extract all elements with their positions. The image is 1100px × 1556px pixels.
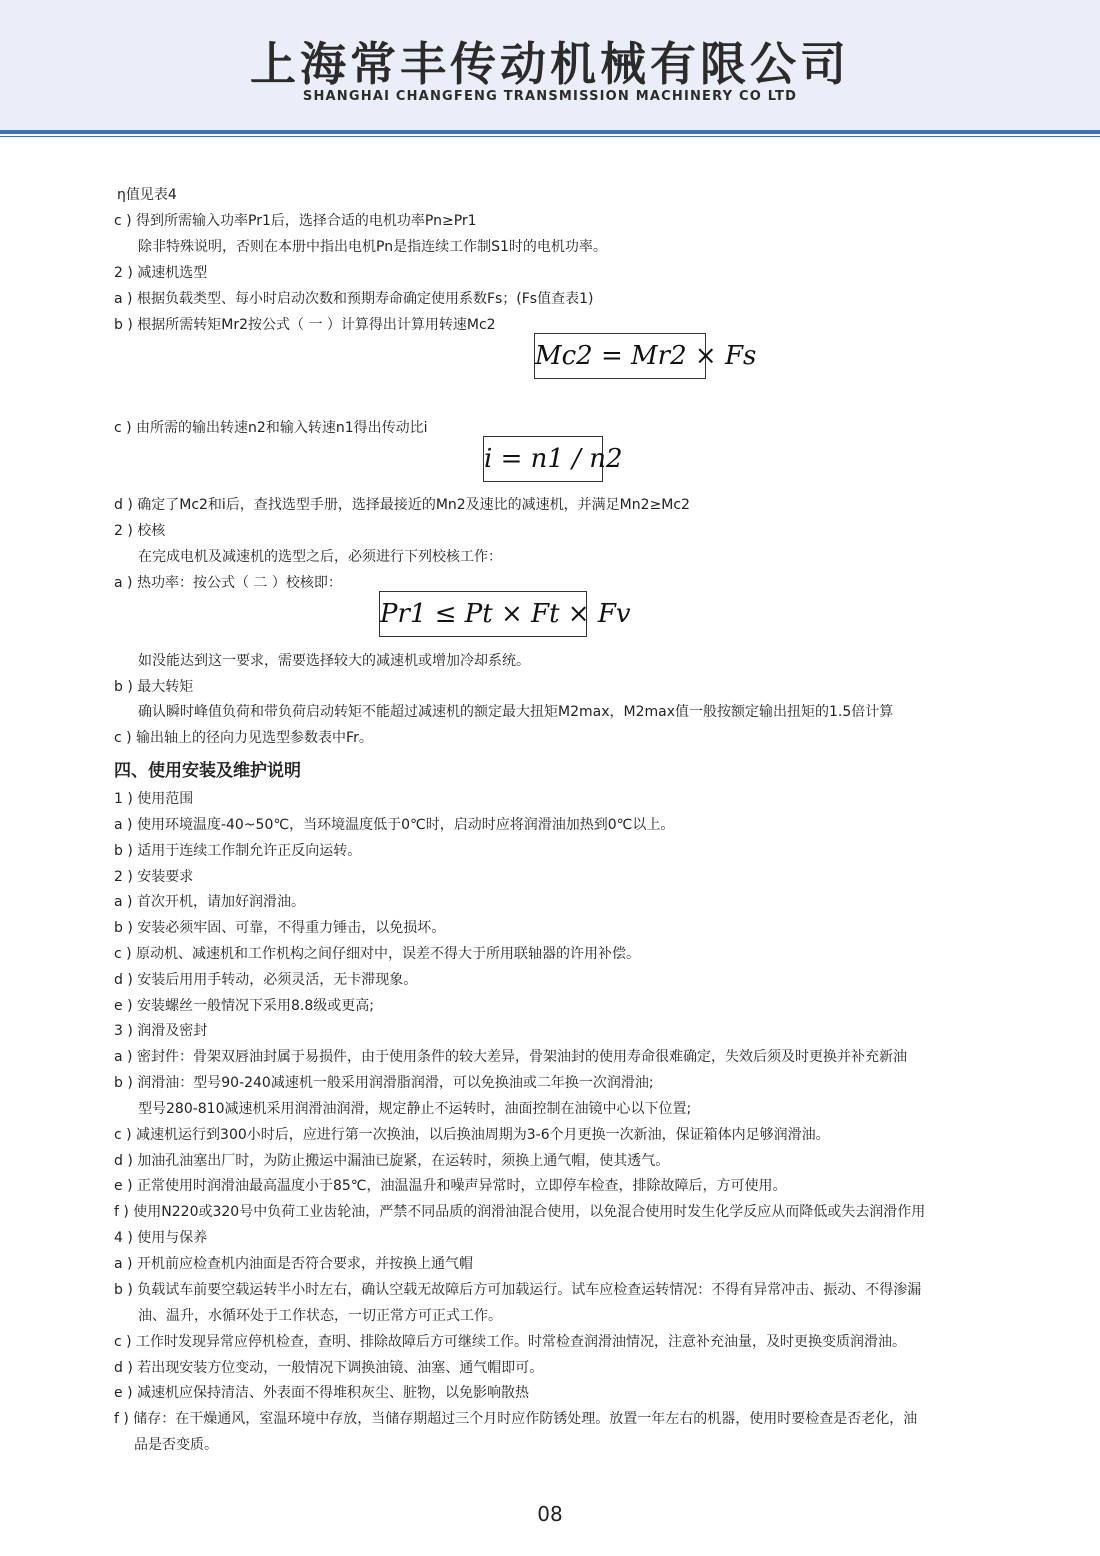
text-line: e ) 正常使用时润滑油最高温度小于85℃，油温温升和噪声异常时，立即停车检查，排除故障后，方可使用。 [114,1178,787,1194]
text-line: d ) 加油孔油塞出厂时，为防止搬运中漏油已旋紧，在运转时，须换上通气帽，使其透气。 [114,1153,670,1169]
text-line: b ) 适用于连续工作制允许正反向运转。 [114,843,362,859]
text-line: a ) 首次开机，请加好润滑油。 [114,894,305,910]
text-line: c ) 原动机、减速机和工作机构之间仔细对中，误差不得大于所用联轴器的许用补偿。 [114,946,641,962]
formula-ratio: i = n1 / n2 [483,436,603,482]
text-line: 2 ) 减速机选型 [114,265,208,281]
header-rule-thick [0,130,1100,134]
text-line: 2 ) 安装要求 [114,869,194,885]
text-line: 油、温升，水循环处于工作状态，一切正常方可正式工作。 [138,1308,502,1324]
text-line: b ) 根据所需转矩Mr2按公式（ 一 ）计算得出计算用转速Mc2 [114,317,496,333]
page-header [0,0,1100,130]
text-line: 如没能达到这一要求，需要选择较大的减速机或增加冷却系统。 [138,653,530,669]
header-rule-thin [0,136,1100,137]
section-heading: 四、使用安装及维护说明 [114,761,301,781]
text-line: e ) 安装螺丝一般情况下采用8.8级或更高; [114,998,374,1014]
text-line: f ) 储存：在干燥通风，室温环境中存放，当储存期超过三个月时应作防锈处理。放置一年左右的机器，使用时要检查是否老化，油 [114,1411,918,1427]
text-line: a ) 根据负载类型、每小时启动次数和预期寿命确定使用系数Fs；(Fs值查表1) [114,291,594,307]
text-line: d ) 安装后用用手转动，必须灵活，无卡滞现象。 [114,972,418,988]
text-line: a ) 开机前应检查机内油面是否符合要求，并按换上通气帽 [114,1256,473,1272]
text-line: b ) 润滑油：型号90-240减速机一般采用润滑脂润滑，可以免换油或二年换一次润滑油; [114,1075,654,1091]
text-line: η值见表4 [117,187,177,203]
text-line: a ) 密封件：骨架双唇油封属于易损件，由于使用条件的较大差异，骨架油封的使用寿命很难确定，失效后须及时更换并补充新油 [114,1049,907,1065]
text-line: 型号280-810减速机采用润滑油润滑，规定静止不运转时，油面控制在油镜中心以下位置; [138,1101,692,1117]
text-line: 2 ) 校核 [114,523,166,539]
text-line: b ) 最大转矩 [114,679,194,695]
text-line: a ) 使用环境温度-40~50℃，当环境温度低于0℃时，启动时应将润滑油加热到0℃以上。 [114,817,675,833]
text-line: 品是否变质。 [134,1437,218,1453]
company-name-cn: 上海常丰传动机械有限公司 [250,37,850,91]
text-line: f ) 使用N220或320号中负荷工业齿轮油，严禁不同品质的润滑油混合使用，以免混合使用时发生化学反应从而降低或失去润滑作用 [114,1204,926,1220]
text-line: c ) 减速机运行到300小时后，应进行第一次换油，以后换油周期为3-6个月更换一次新油，保证箱体内足够润滑油。 [114,1127,830,1143]
text-line: 在完成电机及减速机的选型之后，必须进行下列校核工作： [138,549,502,565]
page-number: 08 [537,1502,563,1526]
formula-mc2: Mc2 = Mr2 × Fs [534,333,706,379]
text-line: c ) 工作时发现异常应停机检查，查明、排除故障后方可继续工作。时常检查润滑油情况，注意补充油量，及时更换变质润滑油。 [114,1334,907,1350]
text-line: c ) 得到所需输入功率Pr1后，选择合适的电机功率Pn≥Pr1 [114,213,477,229]
text-line: b ) 安装必须牢固、可靠，不得重力锤击，以免损坏。 [114,920,446,936]
text-line: c ) 输出轴上的径向力见选型参数表中Fr。 [114,730,373,746]
text-line: 除非特殊说明，否则在本册中指出电机Pn是指连续工作制S1时的电机功率。 [138,239,607,255]
text-line: b ) 负载试车前要空载运转半小时左右，确认空载无故障后方可加载运行。试车应检查运转情况：不得有异常冲击、振动、不得渗漏 [114,1282,922,1298]
company-name-en: SHANGHAI CHANGFENG TRANSMISSION MACHINERY CO LTD [302,89,798,104]
text-line: d ) 若出现安装方位变动，一般情况下调换油镜、油塞、通气帽即可。 [114,1360,544,1376]
text-line: 3 ) 润滑及密封 [114,1023,208,1039]
text-line: d ) 确定了Mc2和i后，查找选型手册，选择最接近的Mn2及速比的减速机，并满足Mn2≥Mc2 [114,497,690,513]
text-line: 1 ) 使用范围 [114,791,194,807]
text-line: 4 ) 使用与保养 [114,1230,208,1246]
text-line: e ) 减速机应保持清洁、外表面不得堆积灰尘、脏物，以免影响散热 [114,1385,529,1401]
text-line: c ) 由所需的输出转速n2和输入转速n1得出传动比i [114,420,428,436]
formula-thermal: Pr1 ≤ Pt × Ft × Fv [379,591,587,637]
text-line: a ) 热功率：按公式（ 二 ）校核即： [114,575,342,591]
text-line: 确认瞬时峰值负荷和带负荷启动转矩不能超过减速机的额定最大扭矩M2max，M2max值一般按额定输出扭矩的1.5倍计算 [138,704,894,720]
